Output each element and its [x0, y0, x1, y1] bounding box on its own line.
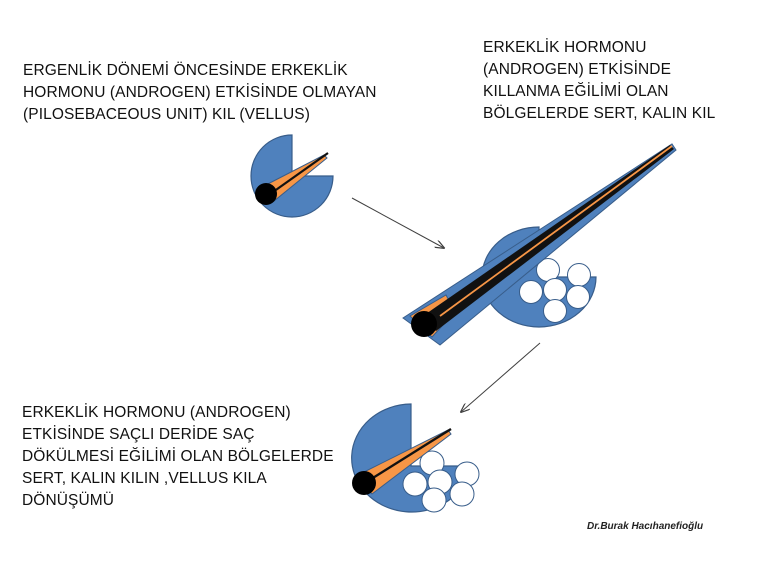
caption-line: KILLANMA EĞİLİMİ OLAN	[483, 83, 669, 100]
caption-line: DÖKÜLMESİ EĞİLİMİ OLAN BÖLGELERDE	[22, 448, 334, 465]
sebocyte	[450, 482, 474, 506]
caption-line: HORMONU (ANDROGEN) ETKİSİNDE OLMAYAN	[23, 84, 377, 101]
caption-line: ETKİSİNDE SAÇLI DERİDE SAÇ	[22, 426, 255, 443]
author-credit: Dr.Burak Hacıhanefioğlu	[587, 521, 704, 532]
sebocyte	[403, 472, 427, 496]
caption-line: BÖLGELERDE SERT, KALIN KIL	[483, 105, 716, 122]
caption-line: (PILOSEBACEOUS UNIT) KIL (VELLUS)	[23, 106, 310, 123]
sebocyte	[544, 279, 567, 302]
sebocyte	[567, 286, 590, 309]
hair-bulb	[352, 471, 376, 495]
sebocyte	[520, 281, 543, 304]
hair-bulb	[411, 311, 437, 337]
miniaturized-follicle-icon	[352, 404, 479, 512]
hair-bulb	[255, 183, 277, 205]
sebocyte	[568, 264, 591, 287]
vellus-follicle-icon	[251, 135, 333, 217]
transition-arrow-icon	[352, 198, 444, 248]
sebocyte	[422, 488, 446, 512]
caption-line: DÖNÜŞÜMÜ	[22, 492, 115, 509]
caption-line: SERT, KALIN KILIN ,VELLUS KILA	[22, 470, 267, 487]
terminal-follicle-icon	[403, 144, 676, 345]
caption-line: ERKEKLİK HORMONU (ANDROGEN)	[22, 404, 291, 421]
caption-line: (ANDROGEN) ETKİSİNDE	[483, 61, 672, 78]
caption-line: ERGENLİK DÖNEMİ ÖNCESİNDE ERKEKLİK	[23, 62, 348, 79]
sebocyte	[544, 300, 567, 323]
caption-line: ERKEKLİK HORMONU	[483, 39, 647, 56]
transition-arrow-icon	[461, 343, 540, 412]
